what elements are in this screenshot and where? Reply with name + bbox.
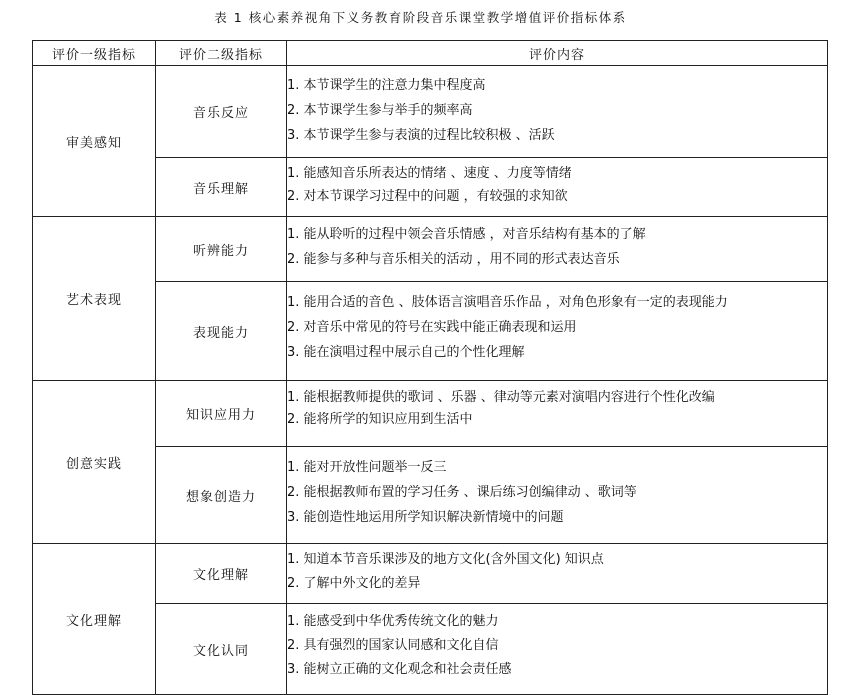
- level2-cell: 文化认同: [156, 604, 287, 695]
- content-cell: [287, 282, 828, 381]
- level1-cell: 创意实践: [33, 381, 156, 544]
- level2-cell: 听辨能力: [156, 217, 287, 282]
- content-item: 3. 本节课学生参与表演的过程比较积极 、活跃: [287, 128, 555, 143]
- table-row: [33, 66, 828, 158]
- level2-cell: 表现能力: [156, 282, 287, 381]
- content-item: 1. 能从聆听的过程中领会音乐情感 ，对音乐结构有基本的了解: [287, 227, 646, 242]
- content-item: 1. 能对开放性问题举一反三: [287, 460, 447, 475]
- content-item: 2. 对本节课学习过程中的问题 ，有较强的求知欲: [287, 189, 568, 204]
- level1-cell: 艺术表现: [33, 217, 156, 381]
- table-row: [33, 217, 828, 282]
- header-level1: 评价一级指标: [33, 41, 156, 66]
- header-content: 评价内容: [287, 41, 828, 66]
- content-item: 1. 能感受到中华优秀传统文化的魅力: [287, 614, 499, 629]
- content-item: 2. 能将所学的知识应用到生活中: [287, 412, 473, 427]
- level2-cell: 知识应用力: [156, 381, 287, 447]
- content-item: 2. 能根据教师布置的学习任务 、课后练习创编律动 、歌词等: [287, 485, 637, 500]
- content-item: 1. 能感知音乐所表达的情绪 、速度 、力度等情绪: [287, 166, 572, 181]
- content-item: 1. 知道本节音乐课涉及的地方文化(含外国文化) 知识点: [287, 552, 604, 567]
- level2-cell: 文化理解: [156, 544, 287, 604]
- content-item: 2. 具有强烈的国家认同感和文化自信: [287, 638, 499, 653]
- content-item: 3. 能创造性地运用所学知识解决新情境中的问题: [287, 510, 564, 525]
- content-cell: [287, 381, 828, 447]
- header-level2: 评价二级指标: [156, 41, 287, 66]
- content-cell: [287, 604, 828, 695]
- table-caption: 表 1 核心素养视角下义务教育阶段音乐课堂教学增值评价指标体系: [214, 10, 627, 25]
- content-item: 3. 能树立正确的文化观念和社会责任感: [287, 662, 512, 677]
- level1-cell: 文化理解: [33, 544, 156, 695]
- header-row: [33, 41, 828, 66]
- table-row: [33, 544, 828, 604]
- content-cell: [287, 217, 828, 282]
- content-item: 1. 能根据教师提供的歌词 、乐器 、律动等元素对演唱内容进行个性化改编: [287, 390, 715, 405]
- level2-cell: 想象创造力: [156, 447, 287, 544]
- content-item: 3. 能在演唱过程中展示自己的个性化理解: [287, 345, 525, 360]
- table-row: [33, 381, 828, 447]
- evaluation-index-table: [32, 40, 828, 695]
- level1-cell: 审美感知: [33, 66, 156, 217]
- content-item: 1. 本节课学生的注意力集中程度高: [287, 78, 486, 93]
- content-cell: [287, 66, 828, 158]
- content-item: 2. 能参与多种与音乐相关的活动 ，用不同的形式表达音乐: [287, 252, 620, 267]
- content-cell: [287, 544, 828, 604]
- content-item: 2. 对音乐中常见的符号在实践中能正确表现和运用: [287, 320, 577, 335]
- content-item: 2. 本节课学生参与举手的频率高: [287, 103, 473, 118]
- content-item: 2. 了解中外文化的差异: [287, 576, 421, 591]
- level2-cell: 音乐反应: [156, 66, 287, 158]
- content-item: 1. 能用合适的音色 、肢体语言演唱音乐作品 ，对角色形象有一定的表现能力: [287, 295, 728, 310]
- content-cell: [287, 447, 828, 544]
- content-cell: [287, 158, 828, 217]
- level2-cell: 音乐理解: [156, 158, 287, 217]
